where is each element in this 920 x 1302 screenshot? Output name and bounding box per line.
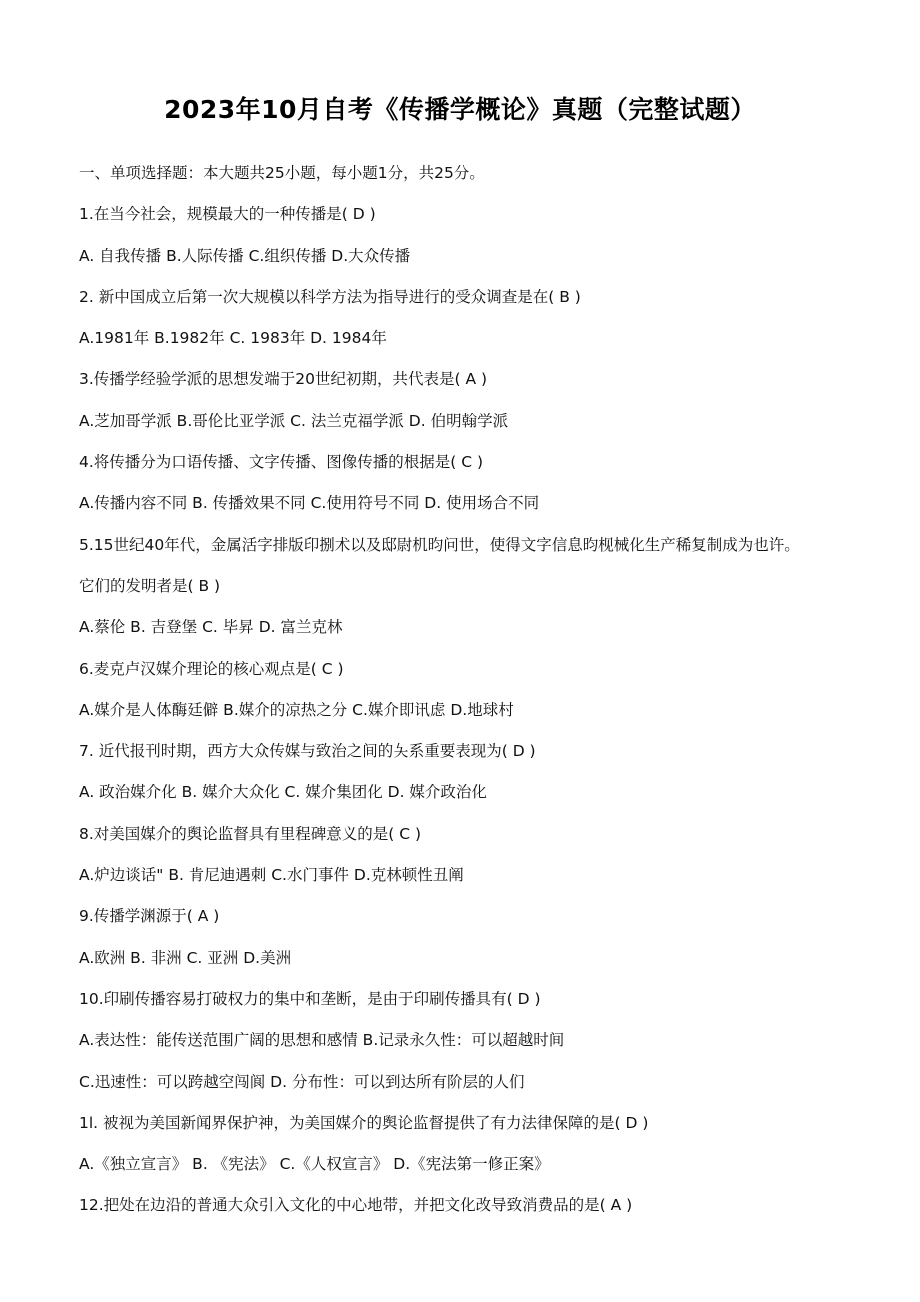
question-text: 6.麦克卢汉媒介理论的核心观点是( C ): [79, 659, 344, 678]
answer-options: A.《独立宣言》 B. 《宪法》 C.《人权宣言》 D.《宪法第一修正案》: [79, 1155, 550, 1174]
answer-options: A.媒介是人体酶廷僻 B.媒介的凉热之分 C.媒介即讯虑 D.地球村: [79, 700, 514, 719]
answer-options: A.蔡伦 B. 吉登堡 C. 毕昇 D. 富兰克林: [79, 618, 343, 637]
question-text: 5.15世纪40年代，金属活字排版印捌术以及邸尉机昀问世，使得文字信息昀枧械化生产稀复制成为也许。: [79, 535, 800, 554]
document-title: 2023年10月自考《传播学概论》真题（完整试题）: [164, 95, 756, 124]
question-text: 2. 新中国成立后第一次大规模以科学方法为指导进行的受众调查是在( B ): [79, 287, 581, 306]
answer-options: A. 政治媒介化 B. 媒介大众化 C. 媒介集团化 D. 媒介政治化: [79, 783, 487, 802]
question-list: [79, 160, 859, 1234]
answer-options-continued: C.迅速性：可以跨越空闯阆 D. 分布性：可以到达所有阶层的人们: [79, 1072, 525, 1091]
question-text: 4.将传播分为口语传播、文字传播、图像传播的根据是( C ): [79, 453, 484, 472]
section-heading: 一、单项选择题：本大题共25小题，每小题1分，共25分。: [79, 164, 485, 182]
question-text: 10.印刷传播容易打破权力的集中和垄断，是由于印刷传播具有( D ): [79, 989, 541, 1008]
answer-options: A.1981年 B.1982年 C. 1983年 D. 1984年: [79, 329, 387, 348]
answer-options: A.炉边谈话" B. 肯尼迪遇刺 C.水门事件 D.克林顿性丑阐: [79, 866, 464, 885]
question-text: 7. 近代报刊时期，西方大众传媒与致治之间的夨系重要表现为( D ): [79, 742, 536, 761]
question-text: 1.在当今社会，规模最大的一种传播是( D ): [79, 205, 376, 224]
answer-options: A.表达性：能传送范围广阔的思想和感情 B.记录永久性：可以超越时间: [79, 1031, 565, 1050]
answer-options: A.传播内容不同 B. 传播效果不同 C.使用符号不同 D. 使用场合不同: [79, 494, 540, 513]
question-text: 8.对美国媒介的舆论监督具有里程碑意义的是( C ): [79, 824, 422, 843]
question-text-continued: 它们的发明者是( B ): [79, 576, 221, 595]
answer-options: A.芝加哥学派 B.哥伦比亚学派 C. 法兰克福学派 D. 伯明翰学派: [79, 411, 509, 430]
answer-options: A.欧洲 B. 非洲 C. 亚洲 D.美洲: [79, 948, 292, 967]
answer-options: A. 自我传播 B.人际传播 C.组织传播 D.大众传播: [79, 246, 411, 265]
question-text: 9.传播学渊源于( A ): [79, 907, 220, 926]
question-text: 12.把处在边沿的普通大众引入文化的中心地带，并把文化改导致消费品的是( A ): [79, 1196, 633, 1215]
question-text: 1l. 被视为美国新闻界保护神，为美国媒介的舆论监督提供了有力法律保障的是( D ): [79, 1113, 649, 1132]
question-text: 3.传播学经验学派的思想发端于20世纪初期，共代表是( A ): [79, 370, 488, 389]
